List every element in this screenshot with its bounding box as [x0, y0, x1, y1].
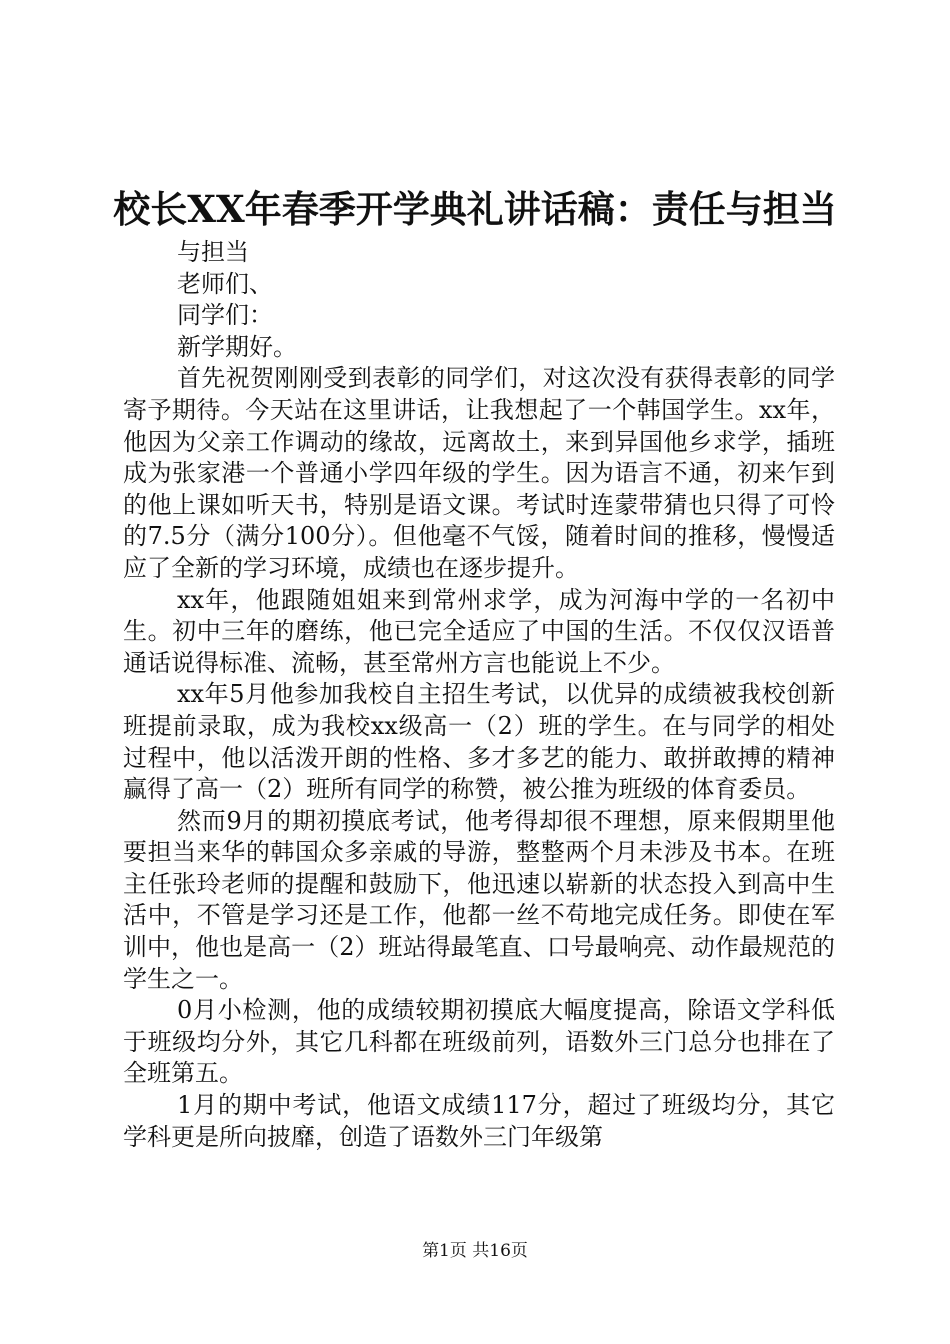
- document-body: [123, 237, 835, 1153]
- paragraph-5: 首先祝贺刚刚受到表彰的同学们，对这次没有获得表彰的同学寄予期待。今天站在这里讲话，让我想起了一个韩国学生。xx年，他因为父亲工作调动的缘故，远离故土，来到异国他乡求学，插班成为张家港一个普通小学四年级的学生。因为语言不通，初来乍到的他上课如听天书，特别是语文课。考试时连蒙带猜也只得了可怜的7.5分（满分100分）。但他毫不气馁，随着时间的推移，慢慢适应了全新的学习环境，成绩也在逐步提升。: [123, 364, 835, 582]
- paragraph-9: 0月小检测，他的成绩较期初摸底大幅度提高，除语文学科低于班级均分外，其它几科都在班级前列，语数外三门总分也排在了全班第五。: [123, 996, 835, 1088]
- document-title: 校长XX年春季开学典礼讲话稿：责任与担当: [113, 187, 837, 231]
- paragraph-10: 1月的期中考试，他语文成绩117分，超过了班级均分，其它学科更是所向披靡，创造了语数外三门年级第: [123, 1091, 835, 1151]
- paragraph-6: xx年，他跟随姐姐来到常州求学，成为河海中学的一名初中生。初中三年的磨练，他已完全适应了中国的生活。不仅仅汉语普通话说得标准、流畅，甚至常州方言也能说上不少。: [123, 585, 835, 677]
- paragraph-1: 与担当: [177, 238, 249, 266]
- paragraph-7: xx年5月他参加我校自主招生考试，以优异的成绩被我校创新班提前录取，成为我校xx级高一（2）班的学生。在与同学的相处过程中，他以活泼开朗的性格、多才多艺的能力、敢拼敢搏的精神赢得了高一（2）班所有同学的称赞，被公推为班级的体育委员。: [123, 680, 835, 804]
- paragraph-4: 新学期好。: [177, 332, 297, 361]
- page-footer: 第1页 共16页: [422, 1241, 528, 1261]
- paragraph-2: 老师们、: [177, 269, 273, 298]
- paragraph-3: 同学们：: [177, 301, 273, 330]
- paragraph-8: 然而9月的期初摸底考试，他考得却很不理想，原来假期里他要担当来华的韩国众多亲戚的导游，整整两个月未涉及书本。在班主任张玲老师的提醒和鼓励下，他迅速以崭新的状态投入到高中生活中，不管是学习还是工作，他都一丝不苟地完成任务。即使在军训中，他也是高一（2）班站得最笔直、口号最响亮、动作最规范的学生之一。: [123, 806, 835, 993]
